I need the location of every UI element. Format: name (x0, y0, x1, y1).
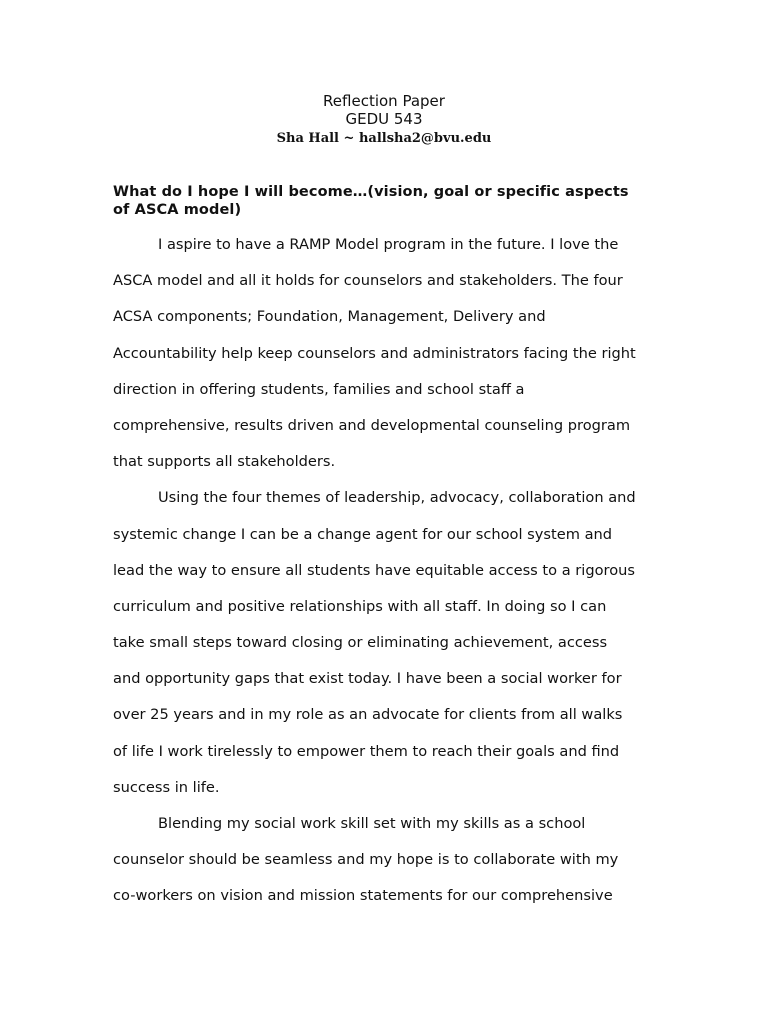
paragraph-line: co-workers on vision and mission statements for our comprehensive (113, 887, 613, 905)
course-code: GEDU 543 (345, 110, 423, 128)
paragraph-line: and opportunity gaps that exist today. I have been a social worker for (113, 670, 622, 688)
author-line: Sha Hall ~ hallsha2@bvu.edu (276, 131, 492, 146)
paper-title: Reflection Paper (323, 92, 445, 110)
paragraph-line: systemic change I can be a change agent for our school system and (113, 525, 613, 543)
paragraph-line: of life I work tirelessly to empower them to reach their goals and find (113, 742, 620, 760)
paragraph-line: lead the way to ensure all students have equitable access to a rigorous (113, 561, 635, 579)
paragraph-line: ACSA components; Foundation, Management, Delivery and (113, 308, 546, 326)
paragraph-line: curriculum and positive relationships with all staff. In doing so I can (113, 597, 607, 615)
paragraph-line: I aspire to have a RAMP Model program in the future. I love the (158, 236, 619, 253)
question-line: of ASCA model) (113, 202, 242, 218)
paragraph-line: direction in offering students, families and school staff a (113, 380, 525, 398)
paragraph-line: comprehensive, results driven and developmental counseling program (113, 416, 631, 434)
body-text (113, 227, 673, 915)
paragraph-line: take small steps toward closing or eliminating achievement, access (113, 634, 608, 652)
paragraph-line: Using the four themes of leadership, advocacy, collaboration and (158, 489, 636, 507)
paragraph-line: counselor should be seamless and my hope is to collaborate with my (113, 851, 619, 869)
paragraph-line: over 25 years and in my role as an advocate for clients from all walks (113, 706, 623, 724)
paragraph-line: ASCA model and all it holds for counselors and stakeholders. The four (113, 272, 623, 290)
paragraph-line: success in life. (113, 778, 220, 796)
paragraph-line: Blending my social work skill set with my skills as a school (158, 815, 586, 832)
question-line: What do I hope I will become…(vision, goal or specific aspects (113, 184, 629, 200)
paragraph-line: Accountability help keep counselors and administrators facing the right (113, 344, 636, 362)
section-question (113, 183, 653, 219)
paragraph-line: that supports all stakeholders. (113, 453, 336, 471)
